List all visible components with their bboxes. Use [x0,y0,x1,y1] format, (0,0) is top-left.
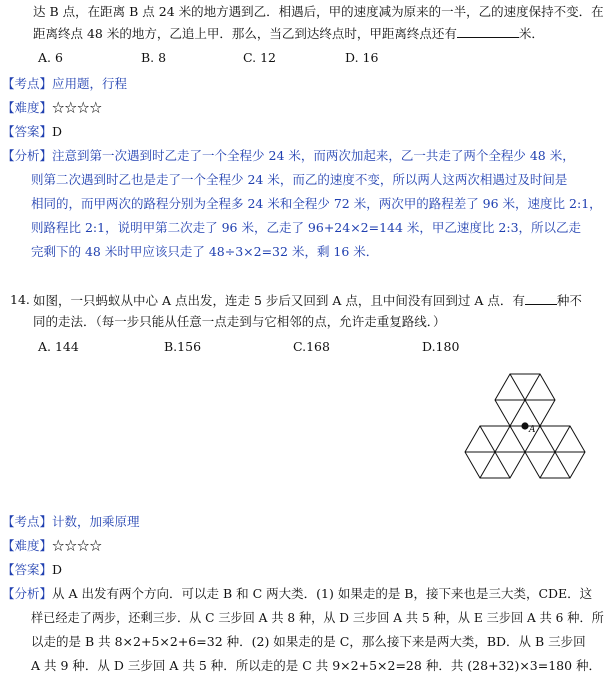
q14-option-b: B.156 [164,339,202,354]
q13-fenxi-line1 [2,148,575,164]
q13-text-line2a: 距离终点 48 米的地方，乙追上甲．那么，当乙到达终点时，甲距离终点还有 [33,26,457,41]
q13-answer-blank [457,25,519,38]
q14-option-c: C.168 [293,339,330,354]
q14-nandu-label: 【难度】 [2,538,53,553]
q14-daan-value: D [52,562,63,577]
q14-nandu-stars: ☆☆☆☆ [52,538,103,553]
q13-kaodian [2,76,127,92]
q14-fenxi-label: 【分析】 [2,586,53,601]
q13-daan-value: D [52,124,63,139]
q14-daan-label: 【答案】 [2,562,53,577]
q13-daan [2,124,62,140]
q14-option-d: D.180 [422,339,460,354]
q13-option-b: B. 8 [141,50,167,65]
q13-daan-label: 【答案】 [2,124,53,139]
q13-text-line1: 达 B 点，在距离 B 点 24 米的地方遇到乙．相遇后，甲的速度减为原来的一半，乙的速度保持不变．在 [33,4,604,19]
q13-fenxi-line2: 则第二次遇到时乙也是走了一个全程少 24 米，而乙的速度不变，所以两人这两次相遇过及时间是 [31,172,568,187]
q14-daan [2,562,62,578]
q14-triangle-grid-figure [440,360,600,510]
q13-fenxi-line4: 则路程比 2:1，说明甲第二次走了 96 米，乙走了 96+24×2=144 米，甲乙速度比 2:3，所以乙走 [31,220,582,235]
q14-text-line1a: 如图，一只蚂蚁从中心 A 点出发，连走 5 步后又回到 A 点，且中间没有回到过 A 点．有 [33,293,525,308]
q14-answer-blank [525,292,557,305]
q14-fenxi-text1: 从 A 出发有两个方向．可以走 B 和 C 两大类．(1) 如果走的是 B，接下来也是三大类，CDE．这 [52,586,593,601]
q13-fenxi-label: 【分析】 [2,148,53,163]
q13-nandu-stars: ☆☆☆☆ [52,100,103,115]
q13-fenxi-line3: 相同的，而甲两次的路程分别为全程多 24 米和全程少 72 米，两次甲的路程差了 96 米，速度比 2:1， [31,196,602,211]
q14-nandu [2,538,102,554]
q13-fenxi-line5: 完剩下的 48 米时甲应该只走了 48÷3×2=32 米，剩 16 米． [31,244,379,259]
figure-label-a: A [529,425,536,435]
q14-fenxi-line2: 样已经走了两步，还剩三步．从 C 三步回 A 共 8 种，从 D 三步回 A 共 5 种，从 E 三步回 A 共 6 种．所 [31,610,604,625]
q13-text-line2b: 米． [518,26,544,41]
q14-text-line1 [33,292,582,309]
q13-nandu-label: 【难度】 [2,100,53,115]
q14-text-line2: 同的走法．（每一步只能从任意一点走到与它相邻的点，允许走重复路线．） [33,314,446,329]
q14-fenxi-line3: 以走的是 B 共 8×2+5×2+6=32 种．(2) 如果走的是 C，那么接下来是两大类，BD．从 B 三步回 [31,634,586,649]
q13-kaodian-value: 应用题，行程 [52,76,128,91]
q14-kaodian [2,514,140,530]
q13-text-line2 [33,25,544,42]
q14-kaodian-value: 计数，加乘原理 [52,514,140,529]
q14-fenxi-line1 [2,586,592,602]
q14-number: 14. [10,292,30,307]
q14-kaodian-label: 【考点】 [2,514,53,529]
q14-fenxi-line4: A 共 9 种．从 D 三步回 A 共 5 种．所以走的是 C 共 9×2+5×2=28 种．共 (28+32)×3=180 种． [31,658,602,673]
q14-option-a: A. 144 [38,339,79,354]
q13-option-a: A. 6 [38,50,63,65]
q13-fenxi-text1: 注意到第一次遇到时乙走了一个全程少 24 米，而两次加起来，乙一共走了两个全程少 48 米， [52,148,575,163]
q13-option-c: C. 12 [243,50,276,65]
q14-text-line1b: 种不 [556,293,582,308]
q13-nandu [2,100,102,116]
q13-option-d: D. 16 [345,50,379,65]
center-point-a [521,422,528,429]
q13-kaodian-label: 【考点】 [2,76,53,91]
